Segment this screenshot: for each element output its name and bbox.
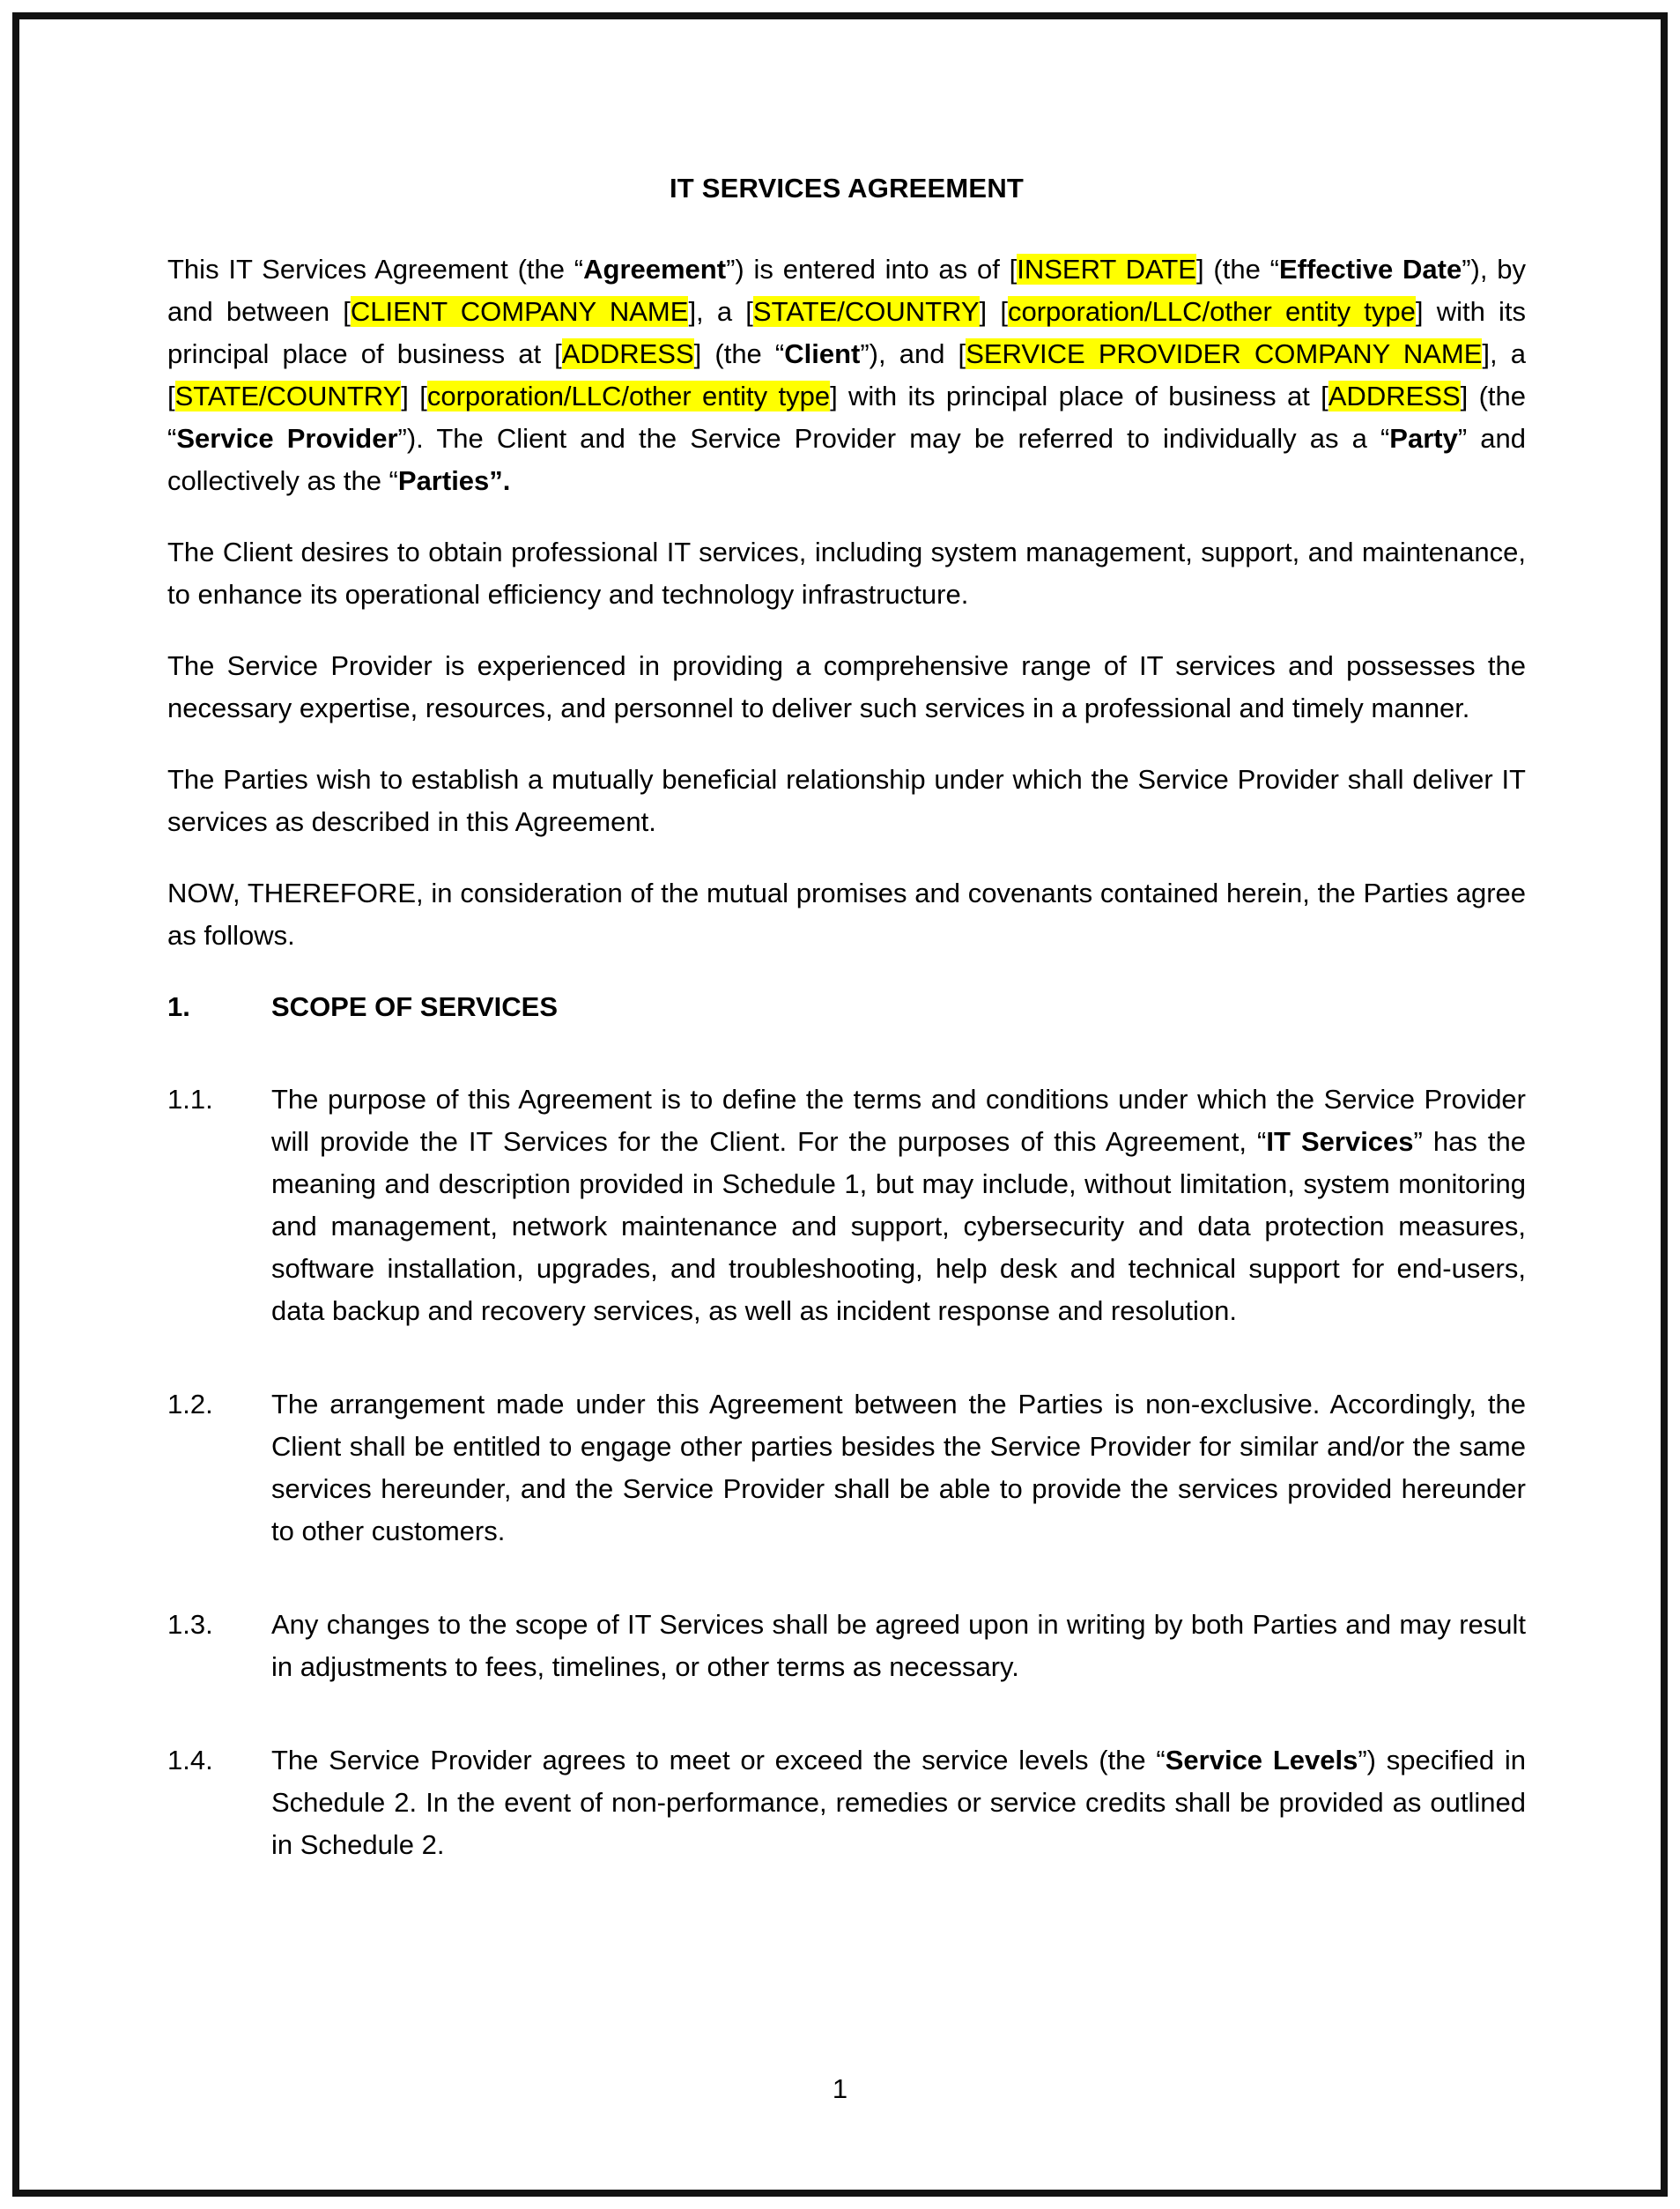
placeholder-field: corporation/LLC/other entity type [1007,296,1416,327]
text-run: ] with its principal place of business at [ [167,296,1527,369]
text-run: The Parties wish to establish a mutually beneficial relationship under which the Service Provider shall deliver IT services as described in this Agreement. [167,764,1526,837]
text-run: ”). The Client and the Service Provider may be referred to individually as a “ [397,423,1390,454]
page-number: 1 [832,2073,848,2104]
text-run: ”) specified in Schedule 2. In the event of non-performance, remedies or service credits shall be provided as outlined in Schedule 2. [271,1745,1526,1860]
defined-term: IT Services [1266,1126,1414,1157]
text-run: ] [ [401,381,427,411]
text-run: ” and collectively as the “ [167,423,1526,496]
paragraph [167,872,1526,957]
defined-term: Effective Date [1278,254,1462,285]
text-run: The Service Provider is experienced in providing a comprehensive range of IT services and possesses the necessary expertise, resources, and personnel to deliver such services in a professional and timely manner. [167,650,1526,723]
clause-text [271,1383,1526,1553]
section-heading [167,986,1526,1028]
text-run: ”), by and between [ [167,254,1526,327]
text-run: ], a [ [167,338,1526,411]
paragraph [167,645,1526,730]
paragraph [167,759,1526,843]
placeholder-field: CLIENT COMPANY NAME [350,296,689,327]
text-run: This IT Services Agreement (the “ [167,254,584,285]
text-run: ] [ [979,296,1008,327]
document-body [167,173,1526,1917]
placeholder-field: ADDRESS [561,338,694,369]
text-run: ] (the “ [693,338,785,369]
clause [167,1079,1526,1332]
clause-number: 1.4. [167,1745,213,1775]
clause [167,1383,1526,1553]
clause [167,1739,1526,1866]
defined-term: Service Provider [176,423,398,454]
placeholder-field: ADDRESS [1328,381,1461,411]
text-run: The Client desires to obtain professional IT services, including system management, support, and maintenance, to enhance its operational efficiency and technology infrastructure. [167,537,1526,610]
text-run: The Service Provider agrees to meet or exceed the service levels (the “ [271,1745,1166,1775]
clause-text [271,1079,1526,1332]
text-run: Any changes to the scope of IT Services shall be agreed upon in writing by both Parties and may result in adjustments to fees, timelines, or other terms as necessary. [271,1609,1526,1682]
clause-text [271,1604,1526,1688]
clause-number: 1.2. [167,1389,213,1420]
defined-term: Party [1389,423,1458,454]
section-title: SCOPE OF SERVICES [271,991,559,1022]
text-run: ” has the meaning and description provided in Schedule 1, but may include, without limitation, system monitoring and management, network maintenance and support, cybersecurity and data protection measures, software installation, upgrades, and troubleshooting, help desk and technical support for end-users, data backup and recovery services, as well as incident response and resolution. [271,1126,1526,1326]
defined-term: ”. [489,465,511,496]
defined-term: Agreement [583,254,727,285]
placeholder-field: INSERT DATE [1017,254,1196,285]
defined-term: Service Levels [1165,1745,1358,1775]
text-run: NOW, THEREFORE, in consideration of the mutual promises and covenants contained herein, the Parties agree as follows. [167,878,1526,951]
defined-term: Parties [397,465,490,496]
placeholder-field: corporation/LLC/other entity type [426,381,831,411]
placeholder-field: STATE/COUNTRY [174,381,402,411]
text-run: The purpose of this Agreement is to define the terms and conditions under which the Service Provider will provide the IT Services for the Client. For the purposes of this Agreement, “ [271,1084,1526,1157]
section-number: 1. [167,991,190,1022]
paragraph [167,248,1526,502]
document-title: IT SERVICES AGREEMENT [669,173,1025,204]
paragraph [167,531,1526,616]
text-run: ] (the “ [167,381,1526,454]
placeholder-field: SERVICE PROVIDER COMPANY NAME [966,338,1483,369]
placeholder-field: STATE/COUNTRY [752,296,980,327]
preamble [167,248,1526,957]
clause-text [271,1739,1526,1866]
clause [167,1604,1526,1688]
text-run: ] with its principal place of business at [ [830,381,1328,411]
text-run: ] (the “ [1196,254,1279,285]
defined-term: Client [784,338,861,369]
clause-number: 1.1. [167,1084,213,1115]
text-run: ”) is entered into as of [ [726,254,1018,285]
text-run: ”), and [ [860,338,966,369]
text-run: The arrangement made under this Agreement between the Parties is non-exclusive. Accordingly, the Client shall be entitled to engage other parties besides the Service Provider for similar and/or the same services hereunder, and the Service Provider shall be able to provide the services provided hereunder to other customers. [271,1389,1526,1546]
clause-number: 1.3. [167,1609,213,1640]
sections [167,986,1526,1866]
text-run: ], a [ [688,296,753,327]
